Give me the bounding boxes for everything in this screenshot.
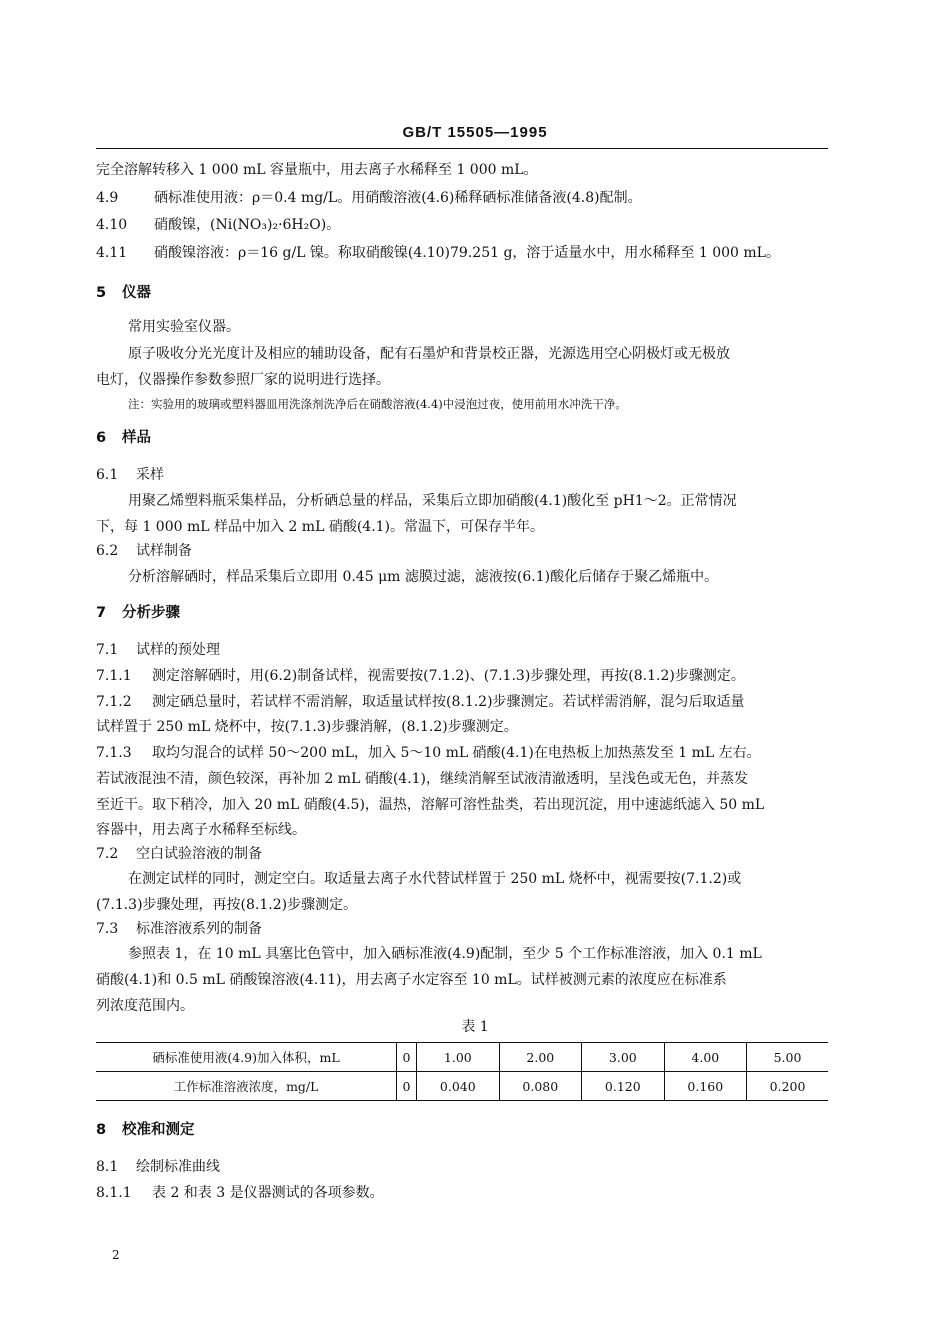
clause-7-1-2 [96,692,745,712]
table-cell: 4.00 [664,1043,747,1072]
clause-text: 空白试验溶液的制备 [136,846,262,862]
paragraph-line: 分析溶解硒时，样品采集后立即用 0.45 μm 滤膜过滤，滤液按(6.1)酸化后储存于聚乙烯瓶中。 [128,569,719,585]
clause-text: 取均匀混合的试样 50～200 mL，加入 5～10 mL 硝酸(4.1)在电热板上加热蒸发至 1 mL 左右。 [152,745,761,761]
note: 注：实验用的玻璃或塑料器皿用洗涤剂洗净后在硝酸溶液(4.4)中浸泡过夜，使用前用水冲洗干净。 [128,397,627,411]
clause-number: 7.1.2 [96,694,132,710]
clause-number: 8.1.1 [96,1185,132,1201]
clause-7-1-3 [96,743,761,763]
paragraph-line: 至近干。取下稍冷，加入 20 mL 硝酸(4.5)，温热，溶解可溶性盐类，若出现沉淀，用中速滤纸滤入 50 mL [96,797,765,813]
paragraph-line: 电灯，仪器操作参数参照厂家的说明进行选择。 [96,372,390,388]
clause-text: 硒标准使用液：ρ＝0.4 mg/L。用硝酸溶液(4.6)稀释硒标准储备液(4.8)配制。 [154,190,642,206]
clause-number: 7.3 [96,921,119,937]
clause-number: 7.1.1 [96,668,132,684]
clause-text: 试样制备 [136,543,192,559]
clause-8-1-1 [96,1183,384,1203]
clause-4-10 [96,215,340,235]
section-6-heading [96,428,151,448]
clause-text: 硝酸镍，(Ni(NO₃)₂·6H₂O)。 [154,217,341,233]
section-title: 样品 [122,430,151,446]
section-title: 校准和测定 [122,1122,195,1138]
paragraph-line: 用聚乙烯塑料瓶采集样品，分析硒总量的样品，采集后立即加硝酸(4.1)酸化至 pH1～2。正常情况 [128,493,737,509]
section-number: 8 [96,1122,107,1138]
clause-text: 标准溶液系列的制备 [136,921,262,937]
section-number: 6 [96,430,107,446]
paragraph-line: 完全溶解转移入 1 000 mL 容量瓶中，用去离子水稀释至 1 000 mL。 [96,162,538,178]
section-7-heading [96,603,180,623]
header-rule [96,148,828,149]
row-label: 工作标准溶液浓度，mg/L [173,1079,319,1094]
table-row [96,1043,828,1072]
clause-number: 4.11 [96,245,128,261]
table-cell: 0.080 [499,1072,582,1101]
clause-6-2 [96,541,192,561]
clause-text: 采样 [136,467,164,483]
clause-text: 硝酸镍溶液：ρ＝16 g/L 镍。称取硝酸镍(4.10)79.251 g，溶于适量水中，用水稀释至 1 000 mL。 [154,245,780,261]
clause-number: 7.1 [96,642,119,658]
section-8-heading [96,1120,195,1140]
clause-number: 4.9 [96,190,119,206]
clause-4-11 [96,243,780,263]
clause-8-1 [96,1157,220,1177]
paragraph-line: (7.1.3)步骤处理，再按(8.1.2)步骤测定。 [96,897,358,913]
row-label: 硒标准使用液(4.9)加入体积，mL [96,1043,397,1072]
page-number: 2 [112,1248,120,1262]
section-number: 7 [96,605,107,621]
paragraph-line: 常用实验室仪器。 [128,319,240,335]
table-cell: 0.160 [664,1072,747,1101]
table-cell: 3.00 [582,1043,665,1072]
clause-text: 测定溶解硒时，用(6.2)制备试样，视需要按(7.1.2)、(7.1.3)步骤处理，再按(8.1.2)步骤测定。 [152,668,745,684]
paragraph-line: 原子吸收分光光度计及相应的辅助设备，配有石墨炉和背景校正器，光源选用空心阴极灯或无极放 [128,346,730,362]
section-title: 仪器 [122,285,151,301]
standard-series-table [96,1042,828,1101]
section-5-heading [96,283,151,303]
paragraph-line: 列浓度范围内。 [96,998,194,1014]
clause-text: 表 2 和表 3 是仪器测试的各项参数。 [152,1185,384,1201]
clause-7-2 [96,844,262,864]
table-caption: 表 1 [461,1019,489,1035]
paragraph-line: 容器中，用去离子水稀释至标线。 [96,822,306,838]
section-number: 5 [96,285,107,301]
table-cell: 0 [397,1043,417,1072]
clause-number: 4.10 [96,217,128,233]
section-title: 分析步骤 [122,605,180,621]
clause-number: 7.2 [96,846,119,862]
paragraph-line: 若试液混浊不清，颜色较深，再补加 2 mL 硝酸(4.1)，继续消解至试液清澈透明，呈浅色或无色，并蒸发 [96,771,749,787]
clause-text: 绘制标准曲线 [136,1159,220,1175]
table-cell: 0.200 [747,1072,828,1101]
clause-number: 7.1.3 [96,745,132,761]
paragraph-line: 在测定试样的同时，测定空白。取适量去离子水代替试样置于 250 mL 烧杯中，视需要按(7.1.2)或 [128,871,742,887]
clause-4-9 [96,188,642,208]
table-cell: 0 [397,1072,417,1101]
paragraph-line: 下，每 1 000 mL 样品中加入 2 mL 硝酸(4.1)。常温下，可保存半年。 [96,519,545,535]
clause-7-1 [96,640,220,660]
clause-7-3 [96,919,262,939]
table-cell: 2.00 [499,1043,582,1072]
table-cell: 5.00 [747,1043,828,1072]
paragraph-line: 参照表 1，在 10 mL 具塞比色管中，加入硒标准液(4.9)配制，至少 5 个工作标准溶液，加入 0.1 mL [128,946,762,962]
clause-7-1-1 [96,666,745,686]
clause-number: 6.2 [96,543,119,559]
clause-text: 测定硒总量时，若试样不需消解，取适量试样按(8.1.2)步骤测定。若试样需消解，混匀后取适量 [152,694,745,710]
clause-number: 6.1 [96,467,119,483]
table-row [96,1072,828,1101]
table-cell: 0.040 [417,1072,500,1101]
table-cell: 1.00 [417,1043,500,1072]
paragraph-line: 硝酸(4.1)和 0.5 mL 硝酸镍溶液(4.11)，用去离子水定容至 10 mL。试样被测元素的浓度应在标准系 [96,972,727,988]
clause-number: 8.1 [96,1159,119,1175]
clause-6-1 [96,465,164,485]
table-cell: 0.120 [582,1072,665,1101]
paragraph-line: 试样置于 250 mL 烧杯中，按(7.1.3)步骤消解，(8.1.2)步骤测定。 [96,719,518,735]
standard-header: GB/T 15505—1995 [402,124,548,141]
clause-text: 试样的预处理 [136,642,220,658]
